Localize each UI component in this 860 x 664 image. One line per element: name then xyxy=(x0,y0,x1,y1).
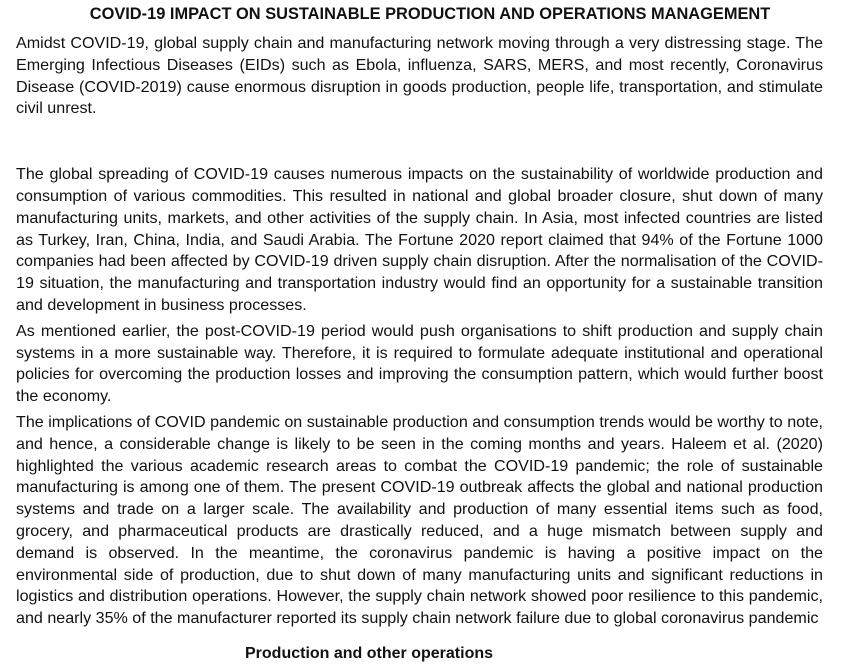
document-title: COVID-19 IMPACT ON SUSTAINABLE PRODUCTION AND OPERATIONS MANAGEMENT xyxy=(89,5,771,23)
paragraph-global-spreading: The global spreading of COVID-19 causes numerous impacts on the sustainability of worldwide production and consumption of various commodities. This resulted in national and global broader closure, shut down of many manufacturing units, markets, and other activities of the supply chain. In Asia, most infected countries are listed as Turkey, Iran, China, India, and Saudi Arabia. The Fortune 2020 report claimed that 94% of the Fortune 1000 companies had been affected by COVID-19 driven supply chain disruption. After the normalisation of the COVID-19 situation, the manufacturing and transportation industry would find an opportunity for a sustainable transition and development in business processes. xyxy=(16,165,823,314)
cutoff-heading-text: Production and other operations xyxy=(245,645,494,662)
cutoff-next-heading xyxy=(245,644,575,662)
paragraph-post-covid: As mentioned earlier, the post-COVID-19 period would push organisations to shift production and supply chain systems in a more sustainable way. Therefore, it is required to formulate adequate institutional and operational policies for overcoming the production losses and improving the consumption pattern, which would further boost the economy. xyxy=(16,321,823,406)
document-body xyxy=(16,33,823,630)
paragraph-intro: Amidst COVID-19, global supply chain and manufacturing network moving through a very distressing stage. The Emerging Infectious Diseases (EIDs) such as Ebola, influenza, SARS, MERS, and most recently, Coronavirus Disease (COVID-2019) cause enormous disruption in goods production, people life, transportation, and stimulate civil unrest. xyxy=(16,34,823,118)
paragraph-implications: The implications of COVID pandemic on sustainable production and consumption trends would be worthy to note, and hence, a considerable change is likely to be seen in the coming months and years. Haleem et al. (2020) highlighted the various academic research areas to combat the COVID-19 pandemic; the role of sustainable manufacturing is among one of them. The present COVID-19 outbreak affects the global and national production systems and trade on a larger scale. The availability and production of many essential items such as food, grocery, and pharmaceutical products are drastically reduced, and a huge mismatch between supply and demand is observed. In the meantime, the coronavirus pandemic is having a positive impact on the environmental side of production, due to shut down of many manufacturing units and significant reductions in logistics and distribution operations. However, the supply chain network showed poor resilience to this pandemic, and nearly 35% of the manufacturer reported its supply chain network failure due to global coronavirus pandemic xyxy=(16,412,823,628)
